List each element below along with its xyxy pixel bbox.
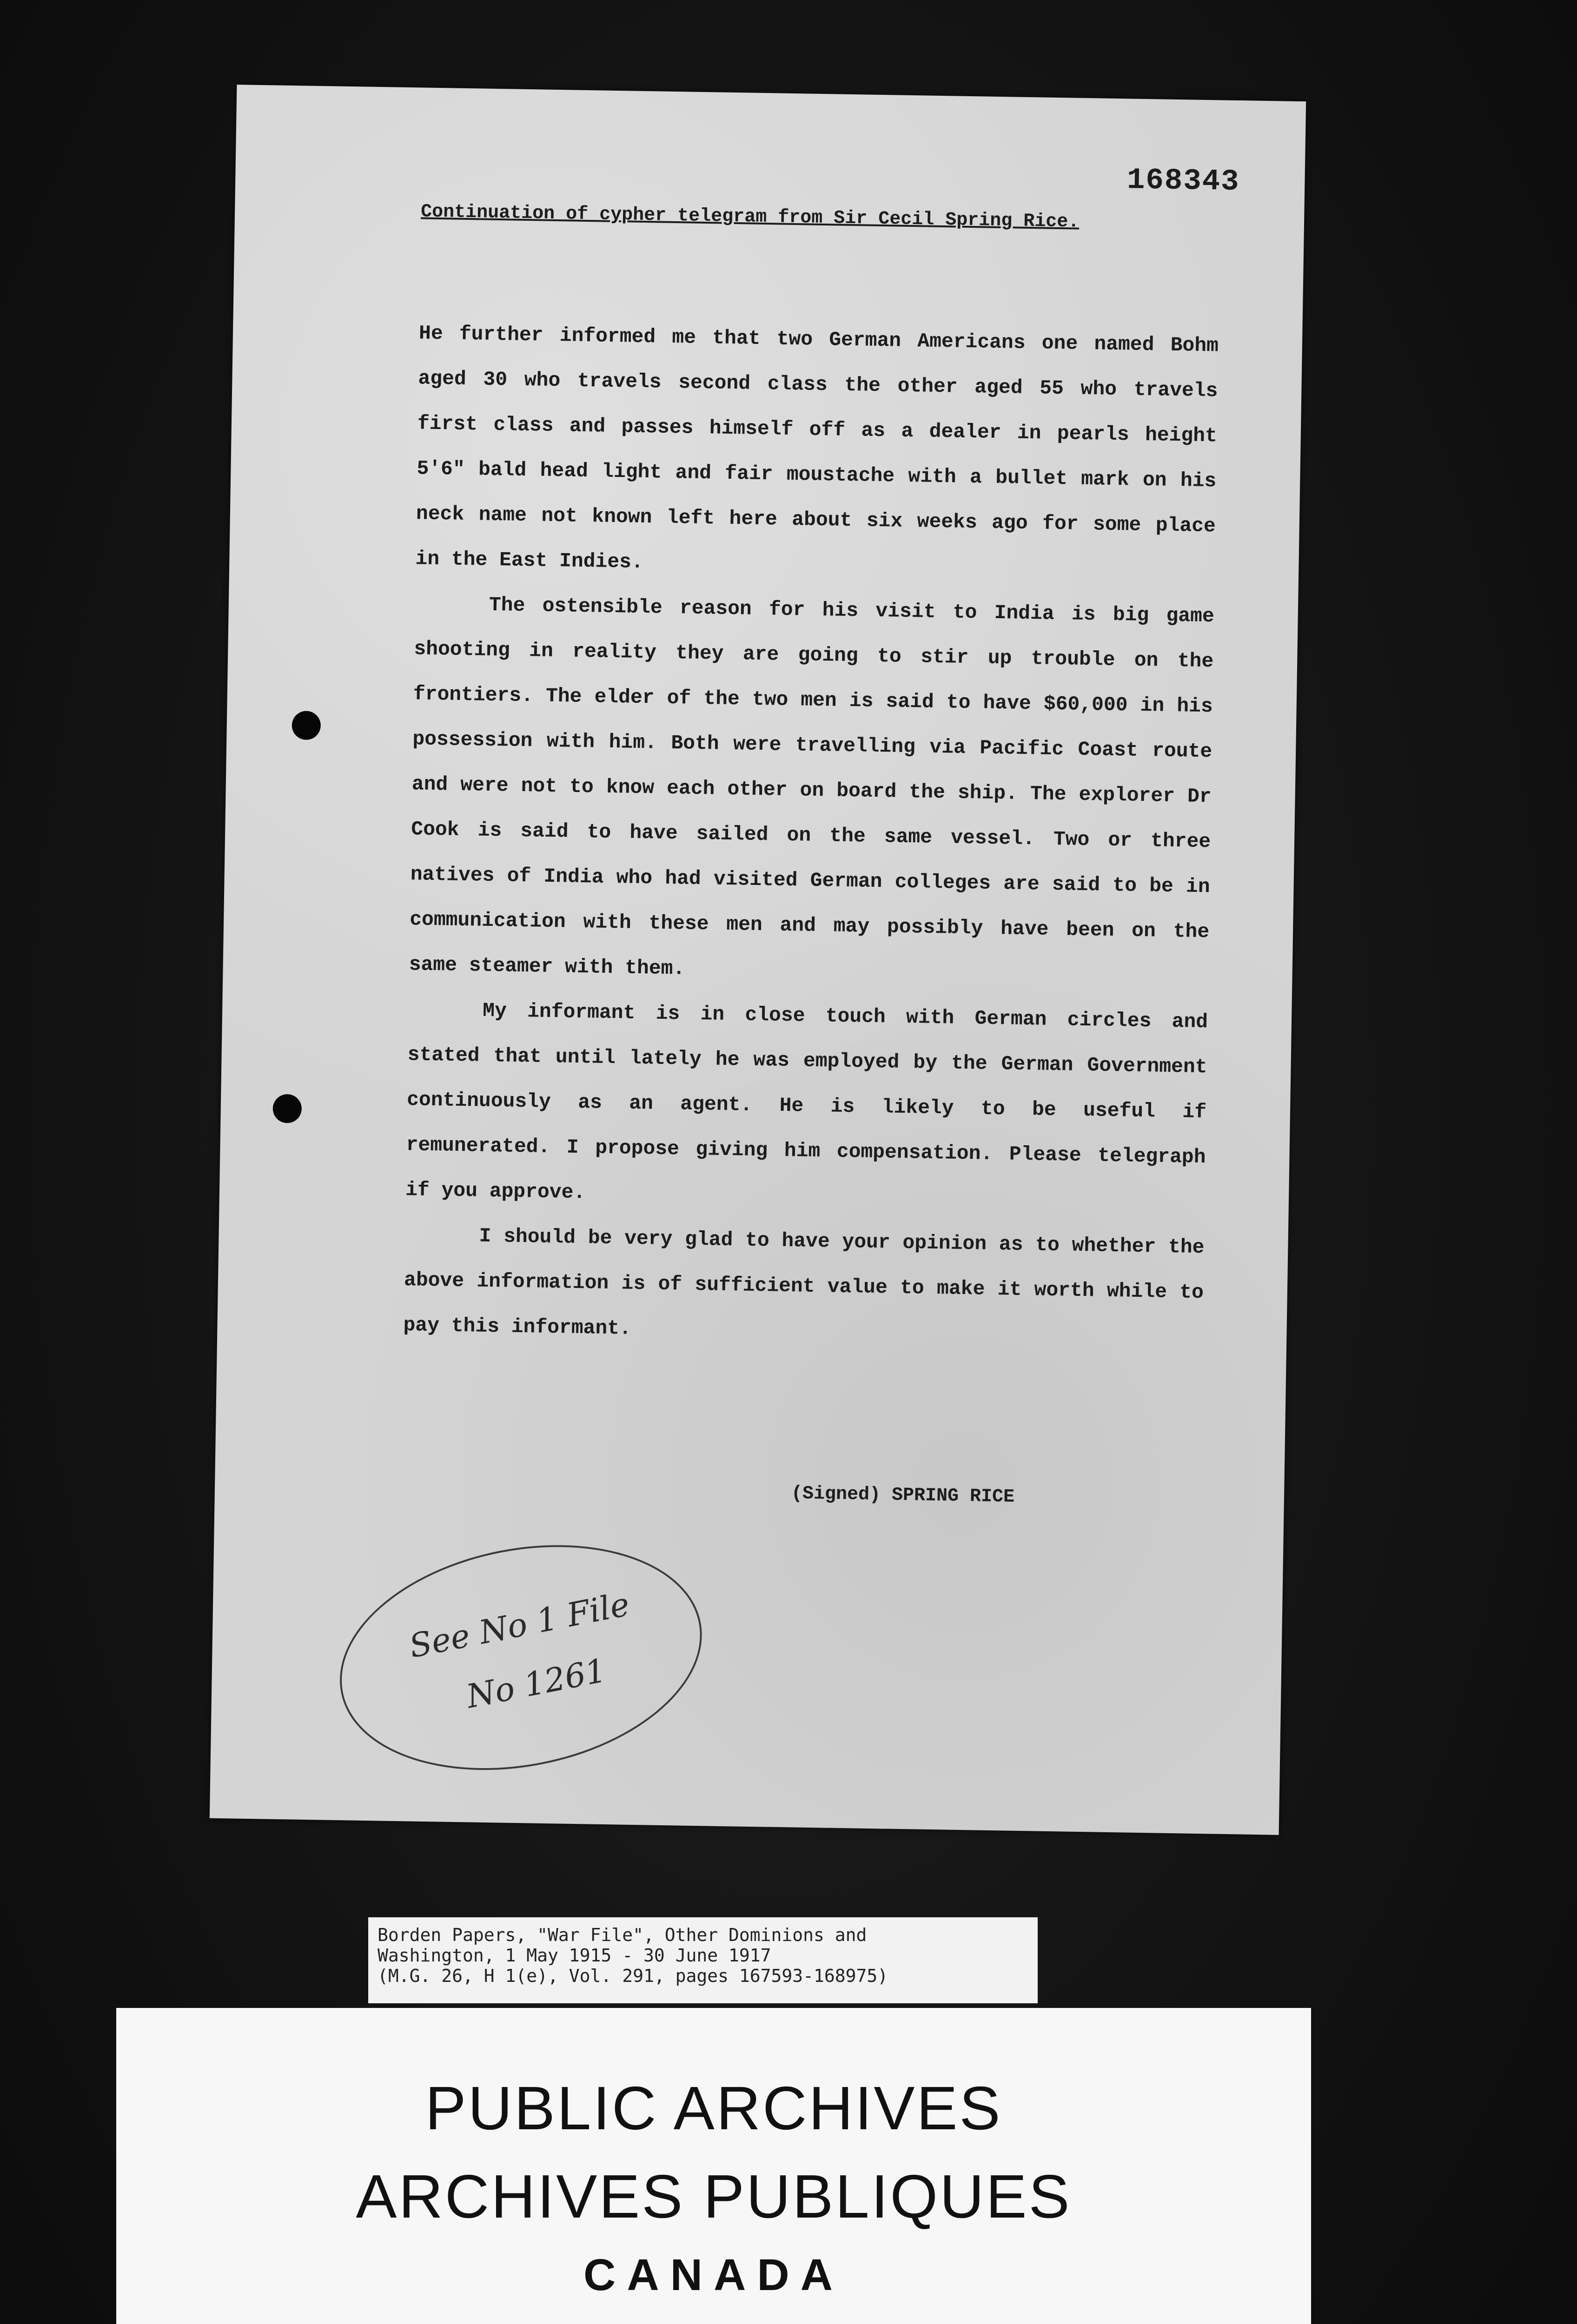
banner-line-french: ARCHIVES PUBLIQUES bbox=[356, 2162, 1072, 2231]
banner-line-country: CANADA bbox=[583, 2250, 844, 2300]
file-note-line-1: See No 1 File bbox=[406, 1585, 633, 1665]
paragraph-2: The ostensible reason for his visit to India is big game shooting in reality they are going to stir up trouble on the frontiers. The elder of the two men is said to have $60,000 in his possession with him. Both were travelling via Pacific Coast route and were not to know each other on board the ship. The explorer Dr Cook is said to have sailed on the same vessel. Two or three natives of India who had visited German colleges are said to be in communication with these men and may possibly have been on the same steamer with them. bbox=[409, 593, 1215, 980]
file-note-line-2: No 1261 bbox=[463, 1651, 610, 1716]
punch-hole bbox=[292, 711, 321, 740]
telegram-page bbox=[210, 85, 1306, 1835]
handwritten-file-note bbox=[320, 1516, 722, 1800]
citation-line-3: (M.G. 26, H 1(e), Vol. 291, pages 167593-168975) bbox=[378, 1966, 888, 1986]
banner-line-english: PUBLIC ARCHIVES bbox=[425, 2074, 1002, 2142]
paragraph-1: He further informed me that two German Americans one named Bohm aged 30 who travels second class the other aged 55 who travels first class and passes himself off as a dealer in pearls height 5'6" bald head light and fair moustache with a bullet mark on his neck name not known left here about six weeks ago for some place in the East Indies. bbox=[415, 322, 1219, 574]
signature: (Signed) SPRING RICE bbox=[791, 1483, 1015, 1508]
citation-line-1: Borden Papers, "War File", Other Dominions and bbox=[378, 1925, 867, 1945]
document-number: 168343 bbox=[1126, 164, 1240, 199]
paragraph-3: My informant is in close touch with German circles and stated that until lately he was employed by the German Government continuously as an agent. He is likely to be useful if remunerated. I propose giving him compensation. Please telegraph if you approve. bbox=[405, 999, 1208, 1204]
document-heading: Continuation of cypher telegram from Sir Cecil Spring Rice. bbox=[420, 201, 1080, 233]
paragraph-4: I should be very glad to have your opinion as to whether the above information is of sufficient value to make it worth while to pay this informant. bbox=[403, 1224, 1205, 1340]
citation-label bbox=[368, 1917, 1038, 2003]
telegram-body bbox=[403, 310, 1219, 1360]
citation-line-2: Washington, 1 May 1915 - 30 June 1917 bbox=[378, 1945, 771, 1966]
punch-hole bbox=[272, 1094, 302, 1123]
archive-banner bbox=[116, 2008, 1311, 2324]
